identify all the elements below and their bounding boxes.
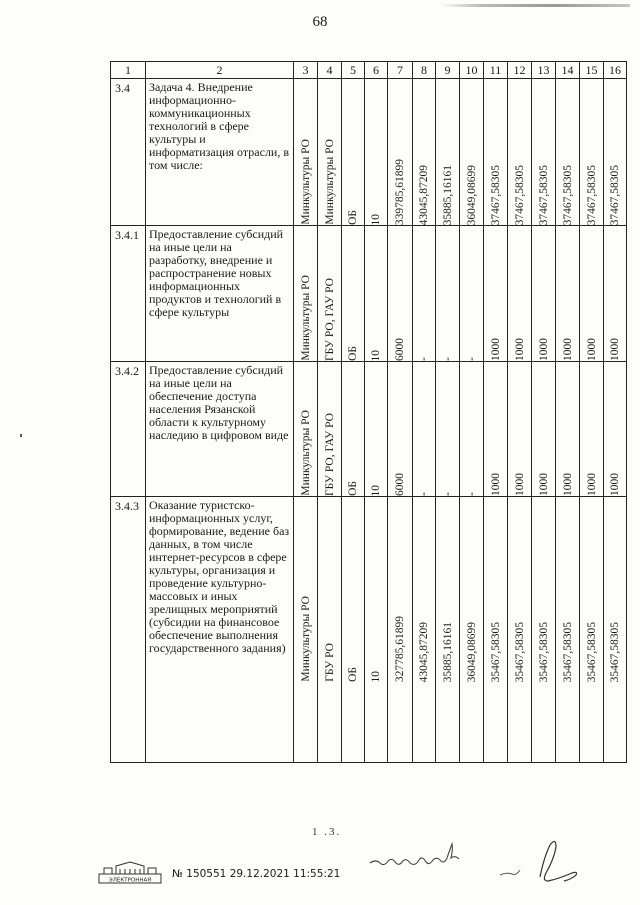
responsible-executor: Минкультуры РО [299, 139, 312, 225]
budget-table [110, 61, 627, 763]
year-value: - [465, 492, 478, 496]
row-title: Задача 4. Внедрение информационно-коммуникационных технологий в сфере культуры и информатизация отрасли, в том числе: [146, 79, 294, 226]
co-executor: ГБУ РО, ГАУ РО [323, 277, 336, 361]
header-cell: 6 [365, 62, 388, 79]
row-number: 3.4 [111, 79, 146, 226]
funding-source: ОБ [347, 481, 359, 496]
code-value: 10 [370, 670, 382, 682]
year-value: - [418, 492, 430, 496]
funding-source: ОБ [347, 210, 359, 225]
header-cell: 16 [604, 62, 627, 79]
total-value: 6000 [394, 473, 406, 496]
responsible-executor: Минкультуры РО [299, 596, 312, 682]
header-row [111, 62, 627, 79]
table-row [111, 79, 627, 226]
responsible-executor: Минкультуры РО [299, 410, 312, 496]
year-value: 43045,87209 [418, 164, 430, 225]
code-value: 10 [370, 349, 382, 361]
header-cell: 12 [508, 62, 532, 79]
header-cell: 9 [436, 62, 460, 79]
row-title: Предоставление субсидий на иные цели на разработку, внедрение и распространение новых информационных продуктов и технологий в сфере культуры [146, 226, 294, 362]
scan-dot [20, 434, 22, 437]
year-value: 37467,58305 [561, 164, 574, 225]
total-value: 327785,61899 [394, 615, 406, 682]
code-value: 10 [370, 213, 382, 225]
scan-artifact-top [440, 4, 630, 7]
year-value: 1000 [561, 473, 574, 496]
doc-timestamp: 29.12.2021 11:55:21 [229, 868, 341, 880]
funding-source: ОБ [347, 346, 359, 361]
table-row [111, 226, 627, 362]
year-value: 35467,58305 [489, 621, 502, 682]
header-cell: 3 [294, 62, 318, 79]
header-cell: 7 [388, 62, 413, 79]
total-value: 339785,61899 [394, 158, 406, 225]
header-cell: 14 [556, 62, 580, 79]
year-value: 1000 [585, 338, 598, 361]
year-value: 1000 [561, 338, 574, 361]
year-value: 37467,58305 [537, 164, 550, 225]
year-value: 1000 [513, 473, 526, 496]
table-row [111, 362, 627, 497]
responsible-executor: Минкультуры РО [299, 275, 312, 361]
year-value: 43045,87209 [418, 621, 430, 682]
year-value: 35467,58305 [585, 621, 598, 682]
year-value: 1000 [537, 473, 550, 496]
year-value: 35467,58305 [609, 621, 621, 682]
total-value: 6000 [394, 338, 406, 361]
year-value: 36049,08699 [465, 621, 478, 682]
row-title: Оказание туристско-информационных услуг, формирование, ведение баз данных, в том числе интернет-ресурсов в сфере культуры, организация и проведение культурно-массовых и иных зрелищных мероприятий (субсидии на финансовое обеспечение выполнения государственного задания) [146, 497, 294, 763]
year-value: 35467,58305 [561, 621, 574, 682]
year-value: 37467,58305 [609, 164, 621, 225]
year-value: 37467,58305 [513, 164, 526, 225]
header-cell: 4 [318, 62, 342, 79]
row-number: 3.4.2 [111, 362, 146, 497]
page-mark: 1 .3. [312, 826, 342, 838]
year-value: - [465, 357, 478, 361]
year-value: 35467,58305 [513, 621, 526, 682]
row-title: Предоставление субсидий на иные цели на обеспечение доступа населения Рязанской области к культурному наследию в цифровом виде [146, 362, 294, 497]
doc-number: № 150551 [172, 868, 227, 880]
year-value: 1000 [609, 473, 621, 496]
year-value: 37467,58305 [585, 164, 598, 225]
year-value: 1000 [513, 338, 526, 361]
year-value: 37467,58305 [489, 164, 502, 225]
year-value: 35467,58305 [537, 621, 550, 682]
year-value: 1000 [609, 338, 621, 361]
page-number: 68 [312, 14, 328, 30]
row-number: 3.4.3 [111, 497, 146, 763]
stamp-caption: ЭЛЕКТРОННАЯ [108, 877, 152, 884]
row-number: 3.4.1 [111, 226, 146, 362]
header-cell: 5 [342, 62, 365, 79]
header-cell: 11 [484, 62, 508, 79]
header-cell: 15 [580, 62, 604, 79]
header-cell: 2 [146, 62, 294, 79]
year-value: 1000 [585, 473, 598, 496]
handwritten-signature [360, 835, 590, 895]
code-value: 10 [370, 484, 382, 496]
year-value: 35885,16161 [441, 164, 454, 225]
year-value: 35885,16161 [441, 621, 454, 682]
year-value: 1000 [537, 338, 550, 361]
table-row [111, 497, 627, 763]
header-cell: 8 [413, 62, 436, 79]
year-value: 36049,08699 [465, 164, 478, 225]
electronic-doc-stamp-icon [98, 860, 162, 884]
funding-source: ОБ [347, 667, 359, 682]
co-executor: Минкультуры РО [323, 139, 336, 225]
year-value: 1000 [489, 473, 502, 496]
header-cell: 10 [460, 62, 484, 79]
year-value: 1000 [489, 338, 502, 361]
year-value: - [418, 357, 430, 361]
co-executor: ГБУ РО, ГАУ РО [323, 412, 336, 496]
header-cell: 13 [532, 62, 556, 79]
year-value: - [441, 357, 454, 361]
co-executor: ГБУ РО [323, 643, 336, 682]
year-value: - [441, 492, 454, 496]
doc-registration [172, 868, 340, 880]
header-cell: 1 [111, 62, 146, 79]
